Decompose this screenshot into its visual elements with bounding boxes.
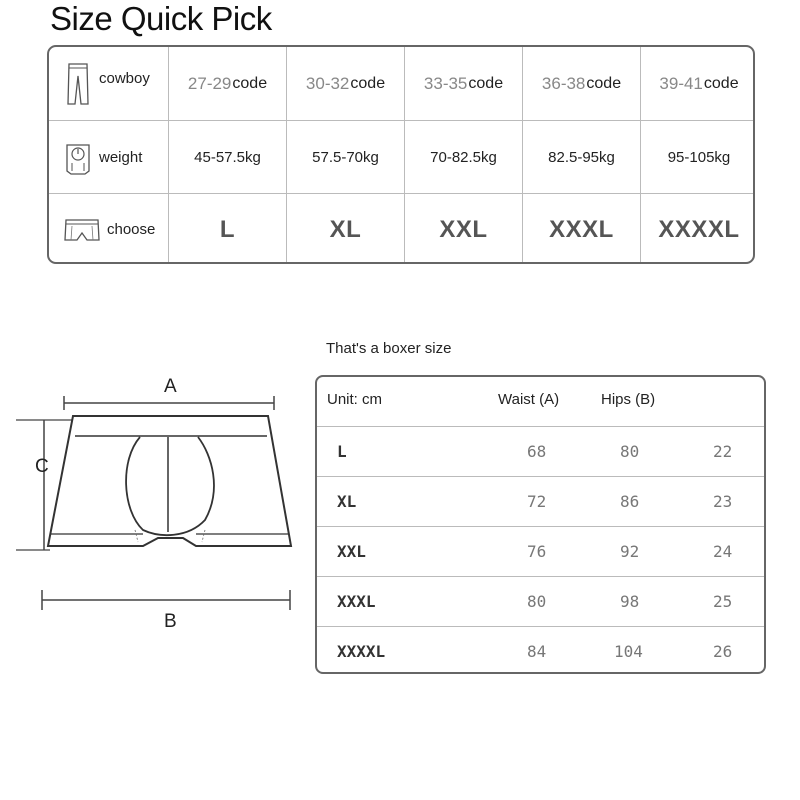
row-header [49,47,168,120]
code-unit: code [586,74,622,92]
row-header [49,194,168,264]
boxer-size-table [315,375,766,674]
table-row [317,426,764,477]
weight-value: 45-57.5kg [194,149,261,166]
weight-cell [404,121,522,194]
hips-cell: 98 [620,592,640,611]
code-cell [404,47,522,120]
size-cell [522,194,640,264]
size-cell: XL [337,492,357,511]
row-header [49,121,168,194]
size-cell: XXL [337,542,366,561]
size-cell [404,194,522,264]
code-unit: code [350,74,386,92]
waist-cell: 76 [527,542,547,561]
hips-cell: 104 [614,642,643,661]
scale-icon [63,136,93,180]
quick-pick-row-weight [49,120,753,194]
table-row [317,476,764,527]
table-header [317,377,764,426]
code-cell [640,47,755,120]
length-cell: 26 [713,642,733,661]
weight-cell [286,121,404,194]
boxer-size-subtitle: That's a boxer size [326,340,452,357]
size-value: XXL [439,215,488,243]
dimension-label-b: B [164,611,177,632]
page-title: Size Quick Pick [50,0,272,37]
hips-cell: 80 [620,442,640,461]
length-cell: 22 [713,442,733,461]
hips-cell: 86 [620,492,640,511]
waist-cell: 80 [527,592,547,611]
quick-pick-row-cowboy [49,47,753,120]
waist-cell: 84 [527,642,547,661]
quick-pick-row-choose [49,193,753,264]
size-cell [640,194,755,264]
row-label: cowboy [99,70,150,87]
code-unit: code [703,74,739,92]
size-cell: L [337,442,347,461]
table-row [317,576,764,627]
size-cell [286,194,404,264]
size-cell: XXXL [337,592,376,611]
weight-value: 95-105kg [667,149,731,166]
hips-cell: 92 [620,542,640,561]
code-range: 39-41 [659,73,703,93]
dimension-label-a: A [164,376,177,397]
code-range: 36-38 [541,73,586,93]
size-value: L [219,215,236,243]
header-hips: Hips (B) [601,391,656,408]
weight-cell [640,121,755,194]
weight-value: 82.5-95kg [548,149,615,166]
code-cell [522,47,640,120]
boxer-icon [63,208,101,252]
waist-cell: 68 [527,442,547,461]
code-range: 30-32 [305,73,350,93]
weight-cell [168,121,286,194]
dimension-label-c: C [35,456,49,477]
row-label: choose [107,221,156,238]
table-row [317,526,764,577]
row-label: weight [99,149,143,166]
boxer-measurement-diagram [0,370,310,645]
table-row [317,626,764,674]
size-cell [168,194,286,264]
weight-value: 70-82.5kg [430,149,497,166]
length-cell: 23 [713,492,733,511]
quick-pick-table [47,45,755,264]
code-cell [286,47,404,120]
size-value: XXXL [549,215,614,243]
header-waist: Waist (A) [498,391,560,408]
size-value: XL [329,215,362,243]
pants-icon [63,62,93,106]
code-range: 33-35 [423,73,468,93]
code-cell [168,47,286,120]
length-cell: 25 [713,592,733,611]
length-cell: 24 [713,542,733,561]
weight-value: 57.5-70kg [312,149,379,166]
weight-cell [522,121,640,194]
header-unit: Unit: cm [327,391,383,408]
size-cell: XXXXL [337,642,386,661]
size-value: XXXXL [658,215,740,243]
code-unit: code [468,74,504,92]
code-range: 27-29 [187,73,232,93]
code-unit: code [232,74,268,92]
waist-cell: 72 [527,492,547,511]
